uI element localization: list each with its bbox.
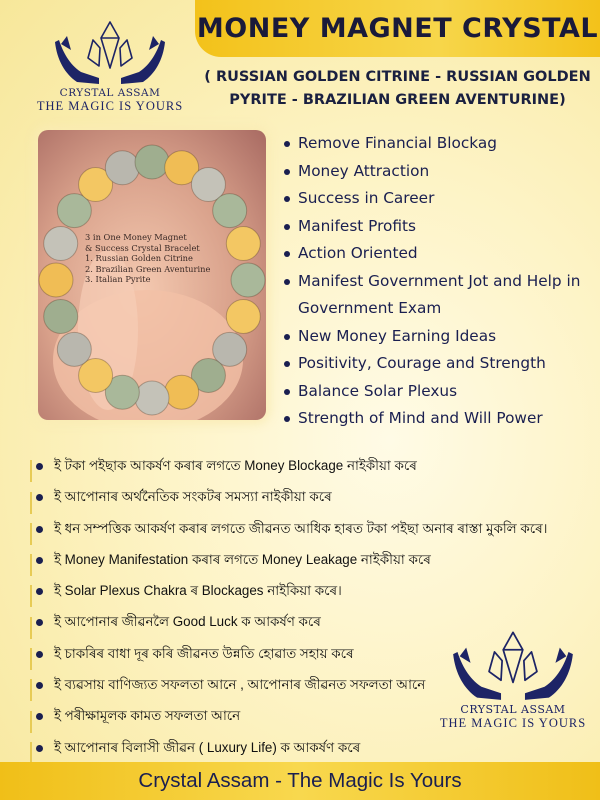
assamese-point: ই Money Manifestation কৰাৰ লগতে Money Leakage নাইকীয়া কৰে [30, 546, 450, 577]
assamese-point: ই চাকৰিৰ বাধা দূৰ কৰি জীৱনত উন্নতি হোৱাত সহায় কৰে [30, 640, 450, 671]
benefit-item: Positivity, Courage and Strength [282, 350, 594, 378]
footer-banner [0, 762, 600, 800]
benefits-list [282, 130, 594, 433]
caption-line: 1. Russian Golden Citrine [85, 253, 193, 263]
brand-logo-bottom [433, 628, 593, 731]
photo-caption [85, 232, 235, 285]
assamese-point: ই আপোনাৰ জীৱনলৈ Good Luck ক আকৰ্ষণ কৰে [30, 608, 450, 639]
bracelet-bead [135, 381, 169, 415]
title-banner [195, 0, 600, 57]
bracelet-bead [165, 375, 199, 409]
caption-line: 3 in One Money Magnet [85, 232, 187, 242]
bracelet-bead [44, 299, 78, 333]
logo-name: CRYSTAL ASSAM [460, 703, 566, 716]
benefit-item: Manifest Profits [282, 213, 594, 241]
logo-name: CRYSTAL ASSAM [59, 87, 161, 99]
bracelet-bead [44, 227, 78, 261]
page-title: MONEY MAGNET CRYSTAL [196, 13, 599, 44]
logo-tagline: THE MAGIC IS YOURS [439, 716, 587, 730]
benefit-item: Money Attraction [282, 158, 594, 186]
bracelet-bead [231, 263, 265, 297]
benefit-item: New Money Earning Ideas [282, 323, 594, 351]
caption-line: 3. Italian Pyrite [85, 274, 151, 284]
benefit-item: Manifest Government Jot and Help in Government Exam [282, 268, 594, 323]
bracelet-bead [105, 151, 139, 185]
assamese-point: ই আপোনাৰ বিলাসী জীৱন ( Luxury Life) ক আকৰ্ষণ কৰে [30, 734, 450, 765]
benefit-item: Success in Career [282, 185, 594, 213]
bracelet-bead [135, 145, 169, 179]
hands-crystal-icon [453, 628, 573, 702]
caption-line: 2. Brazilian Green Aventurine [85, 263, 211, 274]
page-subtitle: ( RUSSIAN GOLDEN CITRINE - RUSSIAN GOLDEN PYRITE - BRAZILIAN GREEN AVENTURINE) [204, 69, 591, 108]
caption-line: & Success Crystal Bracelet [85, 242, 200, 253]
bracelet-bead [57, 332, 91, 366]
benefit-item: Remove Financial Blockag [282, 130, 594, 158]
bracelet-bead [213, 194, 247, 228]
hands-crystal-icon [55, 18, 165, 86]
assamese-point: ই Solar Plexus Chakra ৰ Blockages নাইকিয়া কৰে। [30, 577, 450, 608]
brand-logo-top [30, 18, 190, 114]
bracelet-bead [39, 263, 73, 297]
benefit-item: Strength of Mind and Will Power [282, 405, 594, 433]
footer-text: Crystal Assam - The Magic Is Yours [138, 769, 462, 792]
assamese-point: ই ব্যৱসায় বাণিজ্যত সফলতা আনে , আপোনাৰ জীৱনত সফলতা আনে [30, 671, 450, 702]
bracelet-bead [226, 299, 260, 333]
assamese-point: ই টকা পইছাক আকৰ্ষণ কৰাৰ লগতে Money Blockage নাইকীয়া কৰে [30, 452, 450, 483]
bracelet-photo [38, 130, 266, 420]
assamese-point: ই পৰীক্ষামূলক কামত সফলতা আনে [30, 702, 450, 733]
assamese-point: ই ধন সম্পত্তিক আকৰ্ষণ কৰাৰ লগতে জীৱনত আধিক হাৰত টকা পইছা অনাৰ ৰাস্তা মুকলি কৰে। [30, 515, 450, 546]
logo-tagline: THE MAGIC IS YOURS [36, 99, 184, 113]
benefit-item: Action Oriented [282, 240, 594, 268]
assamese-point: ই আপোনাৰ অৰ্থনৈতিক সংকটৰ সমস্যা নাইকীয়া কৰে [30, 483, 450, 514]
benefit-item: Balance Solar Plexus [282, 378, 594, 406]
